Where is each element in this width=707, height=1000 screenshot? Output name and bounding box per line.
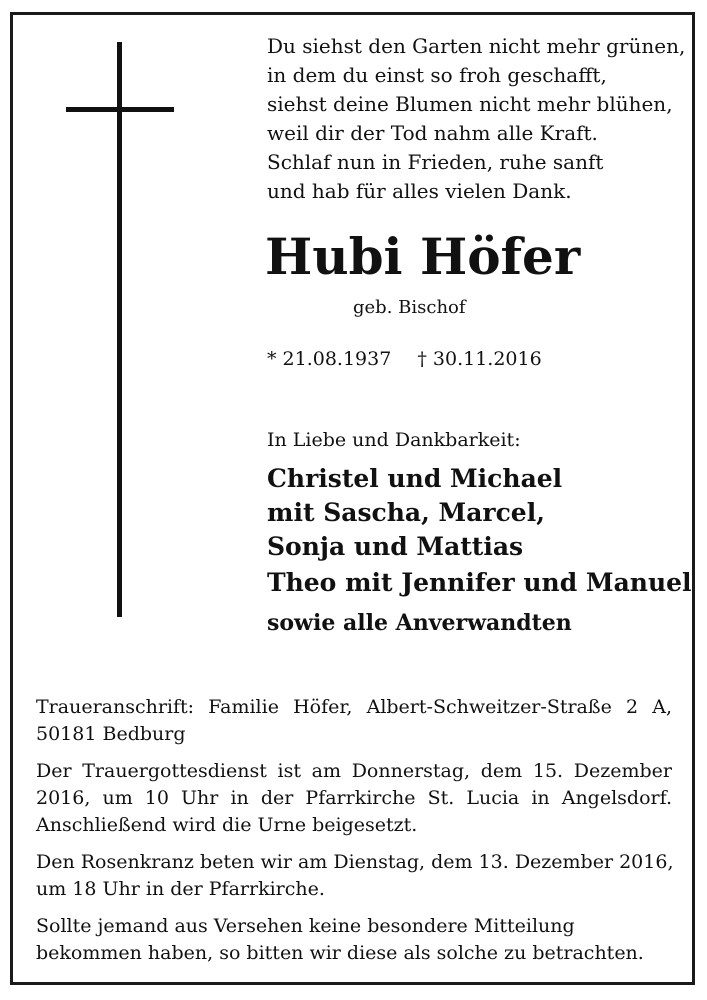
mourners-list [267, 462, 692, 640]
funeral-info [36, 694, 672, 977]
rosary-line: um 18 Uhr in der Pfarrkirche. [36, 878, 325, 900]
mourning-address [36, 694, 672, 748]
deceased-name: Hubi Höfer [265, 227, 581, 286]
poem [267, 32, 687, 206]
mourner-line: sowie alle Anverwandten [267, 610, 572, 636]
life-dates [267, 345, 542, 373]
note-line: Sollte jemand aus Versehen keine besondere Mitteilung [36, 915, 575, 937]
mourner-line: mit Sascha, Marcel, [267, 498, 545, 527]
poem-line: in dem du einst so froh geschafft, [267, 63, 607, 87]
cross-horizontal-bar [66, 107, 174, 112]
mourner-line: Sonja und Mattias [267, 532, 524, 561]
poem-line: siehst deine Blumen nicht mehr blühen, [267, 92, 673, 116]
cross-vertical-bar [117, 42, 122, 617]
service-line: 2016, um 10 Uhr in der Pfarrkirche St. Lucia in Angelsdorf. [36, 787, 672, 809]
service-line: Der Trauergottesdienst ist am Donnerstag, dem 15. Dezember [36, 760, 672, 782]
mourner-line: Christel und Michael [267, 464, 563, 493]
poem-line: Du siehst den Garten nicht mehr grünen, [267, 34, 686, 58]
mourner-line: Theo mit Jennifer und Manuel [267, 568, 692, 597]
poem-line: Schlaf nun in Frieden, ruhe sanft [267, 150, 604, 174]
service-notice [36, 758, 672, 839]
address-line: Traueranschrift: Familie Höfer, Albert-Schweitzer-Straße 2 A, [36, 696, 672, 718]
service-line: Anschließend wird die Urne beigesetzt. [36, 814, 418, 836]
birth-date: * 21.08.1937 [267, 348, 392, 370]
rosary-line: Den Rosenkranz beten wir am Dienstag, dem 13. Dezember 2016, [36, 851, 674, 873]
note-line: bekommen haben, so bitten wir diese als solche zu betrachten. [36, 942, 644, 964]
rosary-notice [36, 849, 672, 903]
death-date: † 30.11.2016 [417, 348, 542, 370]
poem-line: und hab für alles vielen Dank. [267, 179, 572, 203]
notification-note [36, 913, 672, 967]
mourners-intro: In Liebe und Dankbarkeit: [267, 429, 521, 451]
birth-name: geb. Bischof [353, 297, 466, 318]
poem-line: weil dir der Tod nahm alle Kraft. [267, 121, 598, 145]
address-line: 50181 Bedburg [36, 723, 186, 745]
